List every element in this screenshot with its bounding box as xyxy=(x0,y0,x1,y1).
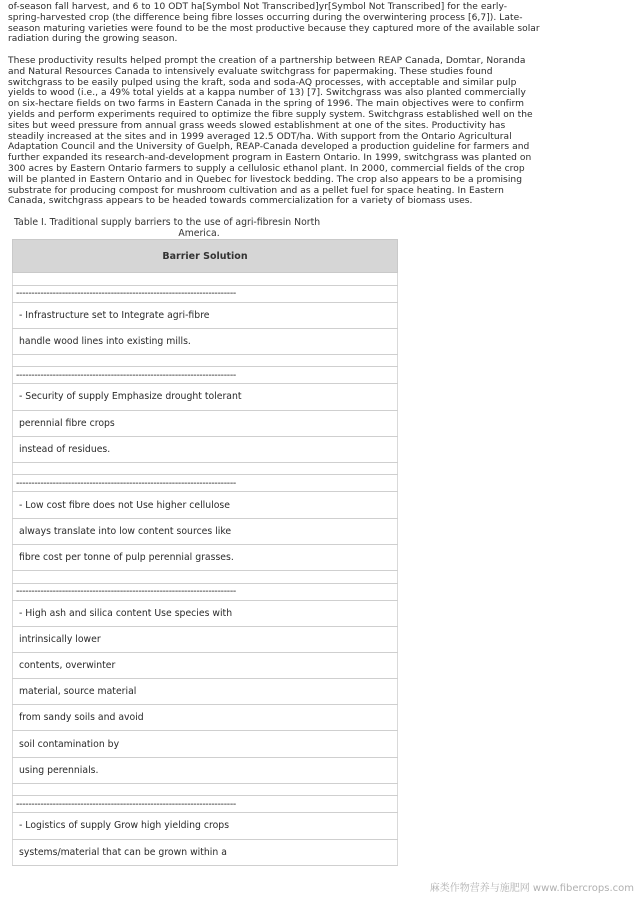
table-cell: ------------------------------------------------------------------------ xyxy=(13,475,398,492)
text-line: steadily increased at the sites and in 1999 averaged 12.5 ODT/ha. With support from the Ontario Agricultural xyxy=(8,131,512,142)
text-line: and Natural Resources Canada to intensively evaluate switchgrass for papermaking. These studies found xyxy=(8,66,493,77)
text-line: season maturing varieties were found to be the most productive because they captured more of the available solar xyxy=(8,23,540,34)
table-separator-row xyxy=(13,367,398,384)
paragraph-2 xyxy=(8,56,634,207)
table-cell: handle wood lines into existing mills. xyxy=(13,328,398,354)
text-line: Adaptation Council and the University of Guelph, REAP-Canada developed a production guideline for farmers and xyxy=(8,142,530,153)
table-row xyxy=(13,544,398,570)
table-cell: systems/material that can be grown within a xyxy=(13,839,398,865)
table-separator-row xyxy=(13,475,398,492)
table-cell: - Security of supply Emphasize drought tolerant xyxy=(13,384,398,410)
table-row xyxy=(13,600,398,626)
table-header: Barrier Solution xyxy=(13,240,398,273)
table-row xyxy=(13,384,398,410)
table-cell: ------------------------------------------------------------------------ xyxy=(13,796,398,813)
table-cell: using perennials. xyxy=(13,757,398,783)
table-cell xyxy=(13,354,398,367)
table-row xyxy=(13,518,398,544)
paragraph-1 xyxy=(8,2,634,45)
text-line: sites but weed pressure from annual grass weeds slowed establishment at one of the sites. Productivity has xyxy=(8,120,506,131)
text-line: yields to wood (i.e., a 49% total yields at a kappa number of 13) [7]. Switchgrass was also planted commercially xyxy=(8,88,526,99)
table-body xyxy=(13,273,398,866)
table-separator-row xyxy=(13,583,398,600)
text-line: on six-hectare fields on two farms in Eastern Canada in the spring of 1996. The main objectives were to confirm xyxy=(8,99,525,110)
table-cell: - Infrastructure set to Integrate agri-fibre xyxy=(13,302,398,328)
table-cell: ------------------------------------------------------------------------ xyxy=(13,583,398,600)
table-cell xyxy=(13,273,398,286)
table-cell: material, source material xyxy=(13,679,398,705)
text-line: 300 acres by Eastern Ontario farmers to supply a cellulosic ethanol plant. In 2000, commercial fields of the crop xyxy=(8,163,525,174)
table-cell: ------------------------------------------------------------------------ xyxy=(13,285,398,302)
table-cell: contents, overwinter xyxy=(13,652,398,678)
text-line: further expanded its research-and-development program in Eastern Ontario. In 1999, switchgrass was planted on xyxy=(8,153,532,164)
table-cell: intrinsically lower xyxy=(13,626,398,652)
text-line: of-season fall harvest, and 6 to 10 ODT ha[Symbol Not Transcribed]yr[Symbol Not Transcribed] for the early- xyxy=(8,2,508,12)
table-cell: - Logistics of supply Grow high yielding crops xyxy=(13,813,398,839)
table-row xyxy=(13,839,398,865)
text-line: substrate for producing compost for mushroom cultivation and as a pellet fuel for space heating. In Eastern xyxy=(8,185,504,196)
table-row xyxy=(13,492,398,518)
table-cell: ------------------------------------------------------------------------ xyxy=(13,367,398,384)
table-separator-row xyxy=(13,796,398,813)
text-line: switchgrass to be easily pulped using the kraft, soda and soda-AQ processes, with acceptable and similar pulp xyxy=(8,77,517,88)
table-cell: from sandy soils and avoid xyxy=(13,705,398,731)
table-blank-row xyxy=(13,462,398,475)
text-line: yields and perform experiments required to optimize the fibre supply system. Switchgrass established well on the xyxy=(8,109,533,120)
table-cell: - Low cost fibre does not Use higher cellulose xyxy=(13,492,398,518)
table-cell xyxy=(13,783,398,796)
table-row xyxy=(13,731,398,757)
table-blank-row xyxy=(13,273,398,286)
table-cell: always translate into low content sources like xyxy=(13,518,398,544)
table-row xyxy=(13,813,398,839)
table-caption xyxy=(14,217,404,239)
table-cell: instead of residues. xyxy=(13,436,398,462)
caption-line-1: Table I. Traditional supply barriers to the use of agri-fibresin North xyxy=(14,217,321,228)
table-row xyxy=(13,626,398,652)
text-line: Canada, switchgrass appears to be headed towards commercialization for a variety of biomass uses. xyxy=(8,196,473,207)
table-cell xyxy=(13,571,398,584)
table-cell: perennial fibre crops xyxy=(13,410,398,436)
text-line: spring-harvested crop (the difference being fibre losses occurring during the overwintering process [6,7]). Late- xyxy=(8,12,523,23)
site-watermark: 麻类作物营养与施肥网 www.fibercrops.com xyxy=(429,883,634,894)
table-row xyxy=(13,757,398,783)
text-line: radiation during the growing season. xyxy=(8,34,178,45)
table-row xyxy=(13,705,398,731)
text-line: These productivity results helped prompt the creation of a partnership between REAP Canada, Domtar, Noranda xyxy=(8,56,526,66)
table-cell: soil contamination by xyxy=(13,731,398,757)
table-row xyxy=(13,679,398,705)
table-cell: - High ash and silica content Use species with xyxy=(13,600,398,626)
table-row xyxy=(13,328,398,354)
table-row xyxy=(13,652,398,678)
text-line: will be planted in Eastern Ontario and in Quebec for livestock bedding. The crop also appears to be a promising xyxy=(8,174,523,185)
table-row xyxy=(13,410,398,436)
barrier-table xyxy=(12,239,398,866)
caption-line-2: America. xyxy=(178,228,220,239)
table-blank-row xyxy=(13,354,398,367)
table-blank-row xyxy=(13,571,398,584)
table-row xyxy=(13,436,398,462)
table-cell xyxy=(13,462,398,475)
table-blank-row xyxy=(13,783,398,796)
table-row xyxy=(13,302,398,328)
table-separator-row xyxy=(13,285,398,302)
table-cell: fibre cost per tonne of pulp perennial grasses. xyxy=(13,544,398,570)
